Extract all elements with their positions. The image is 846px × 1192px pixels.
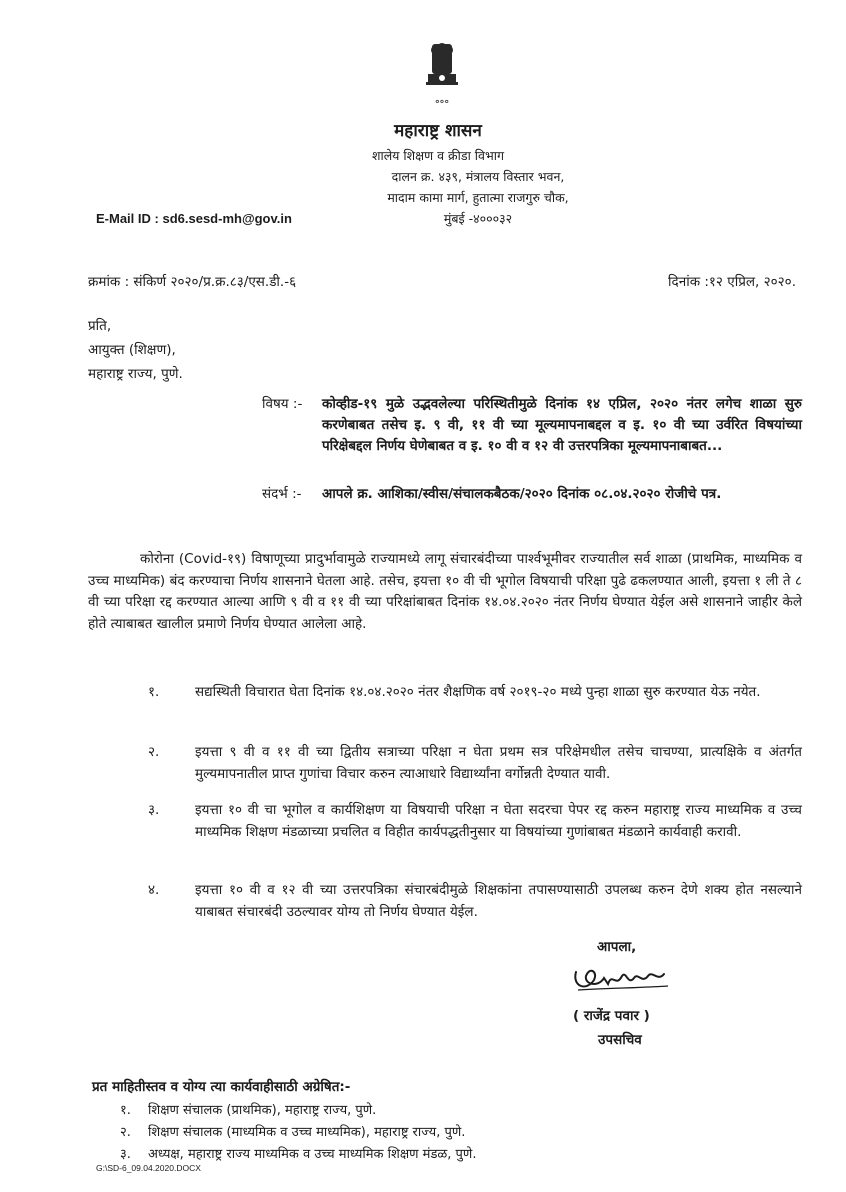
copy-to-item <box>120 1144 476 1162</box>
reference-text: आपले क्र. आशिका/स्वीस/संचालकबैठक/२०२० दिनांक ०८.०४.२०२० रोजीचे पत्र. <box>322 486 722 502</box>
email-line <box>96 211 292 226</box>
email-address: sd6.sesd-mh@gov.in <box>162 211 292 226</box>
copy-to-heading: प्रत माहितीस्तव व योग्य त्या कार्यवाहीसाठी अग्रेषित:- <box>92 1079 351 1095</box>
recipient-line-2: आयुक्त (शिक्षण), <box>88 342 176 358</box>
copy-to-text: शिक्षण संचालक (माध्यमिक व उच्च माध्यमिक), महाराष्ट्र राज्य, पुणे. <box>148 1125 466 1140</box>
decision-number: ४. <box>148 882 160 898</box>
address-line-1: दालन क्र. ४३९, मंत्रालय विस्तार भवन, <box>391 169 565 184</box>
state-emblem-icon <box>418 40 466 112</box>
decision-text: इयत्ता १० वी व १२ वी च्या उत्तरपत्रिका संचारबंदीमुळे शिक्षकांना तपासण्यासाठी उपलब्ध करुन देणे शक्य होत नसल्याने याबाबत संचारबंदी उठल्यावर योग्य तो निर्णय घेण्यात येईल. <box>195 882 802 920</box>
signatory-designation: उपसचिव <box>598 1032 642 1048</box>
body-paragraph: कोरोना (Covid-१९) विषाणूच्या प्रादुर्भावामुळे राज्यामध्ये लागू संचारबंदीच्या पार्श्वभूमीवर राज्यातील सर्व शाळा (प्राथमिक, माध्यमिक व उच्च माध्यमिक) बंद करण्याचा निर्णय शासनाने घेतला आहे. तसेच, इयत्ता १० वी ची भूगोल विषयाची परिक्षा पुढे ढकलण्यात आली, इयत्ता १ ली ते ८ वी च्या परिक्षा रद्द करण्यात आल्या आणि ९ वी व ११ वी च्या परिक्षांबाबत दिनांक १४.०४.२०२० नंतर निर्णय घेण्यात येईल असे शासनाने जाहीर केले होते त्याबाबत खालील प्रमाणे निर्णय घेण्यात आलेला आहे. <box>88 551 802 632</box>
copy-to-item <box>120 1100 376 1118</box>
department-name: शालेय शिक्षण व क्रीडा विभाग <box>371 148 505 163</box>
decision-number: १. <box>148 684 160 700</box>
copy-to-number: ३. <box>120 1147 131 1162</box>
recipient-line-3: महाराष्ट्र राज्य, पुणे. <box>88 366 183 382</box>
handwritten-signature <box>568 958 678 998</box>
decision-text: इयत्ता १० वी चा भूगोल व कार्यशिक्षण या विषयाची परिक्षा न घेता सदरचा पेपर रद्द करुन महाराष्ट्र राज्य माध्यमिक व उच्च माध्यमिक शिक्षण मंडळाच्या प्रचलित व विहीत कार्यपद्धतीनुसार या विषयांच्या गुणांबाबत मंडळाने कार्यवाही करावी. <box>195 802 802 840</box>
closing-text: आपला, <box>597 939 637 955</box>
svg-text:॰॰॰: ॰॰॰ <box>434 96 450 109</box>
letter-date: दिनांक :१२ एप्रिल, २०२०. <box>668 274 796 290</box>
reference-label: संदर्भ :- <box>262 486 302 502</box>
decision-number: २. <box>148 744 160 760</box>
copy-to-text: शिक्षण संचालक (प्राथमिक), महाराष्ट्र राज्य, पुणे. <box>148 1103 377 1118</box>
file-reference: G:\SD-6_09.04.2020.DOCX <box>96 1163 201 1173</box>
recipient-line-1: प्रति, <box>88 318 112 334</box>
address-line-3: मुंबई -४०००३२ <box>443 211 513 226</box>
email-label: E-Mail ID : <box>96 211 159 226</box>
address-line-2: मादाम कामा मार्ग, हुतात्मा राजगुरु चौक, <box>387 190 569 205</box>
subject-text: कोव्हीड-१९ मुळे उद्भवलेल्या परिस्थितीमुळे दिनांक १४ एप्रिल, २०२० नंतर लगेच शाळा सुरु करणेबाबत तसेच इ. ९ वी, ११ वी च्या मूल्यमापनाबद्दल व इ. १० वी च्या उर्वरित विषयांच्या परिक्षेबद्दल निर्णय घेणेबाबत व इ. १० वी व १२ वी उत्तरपत्रिका मूल्यमापनाबाबत... <box>322 396 802 454</box>
decision-number: ३. <box>148 802 160 818</box>
signatory-name: ( राजेंद्र पवार ) <box>573 1008 650 1024</box>
copy-to-number: १. <box>120 1103 131 1118</box>
reference-number: क्रमांक : संकिर्ण २०२०/प्र.क्र.८३/एस.डी.-६ <box>88 274 297 290</box>
copy-to-item <box>120 1122 465 1140</box>
decision-text: सद्यस्थिती विचारात घेता दिनांक १४.०४.२०२० नंतर शैक्षणिक वर्ष २०१९-२० मध्ये पुन्हा शाळा सुरु करण्यात येऊ नयेत. <box>195 684 761 700</box>
subject-label: विषय :- <box>262 396 303 412</box>
decision-text: इयत्ता ९ वी व ११ वी च्या द्वितीय सत्राच्या परिक्षा न घेता प्रथम सत्र परिक्षेमधील तसेच चाचण्या, प्रात्यक्षिके व अंतर्गत मुल्यमापनातील प्राप्त गुणांचा विचार करुन त्याआधारे विद्यार्थ्यांना वर्गोन्नती देण्यात यावी. <box>195 744 802 782</box>
copy-to-number: २. <box>120 1125 131 1140</box>
government-title: महाराष्ट्र शासन <box>394 121 482 141</box>
copy-to-text: अध्यक्ष, महाराष्ट्र राज्य माध्यमिक व उच्च माध्यमिक शिक्षण मंडळ, पुणे. <box>148 1147 477 1162</box>
